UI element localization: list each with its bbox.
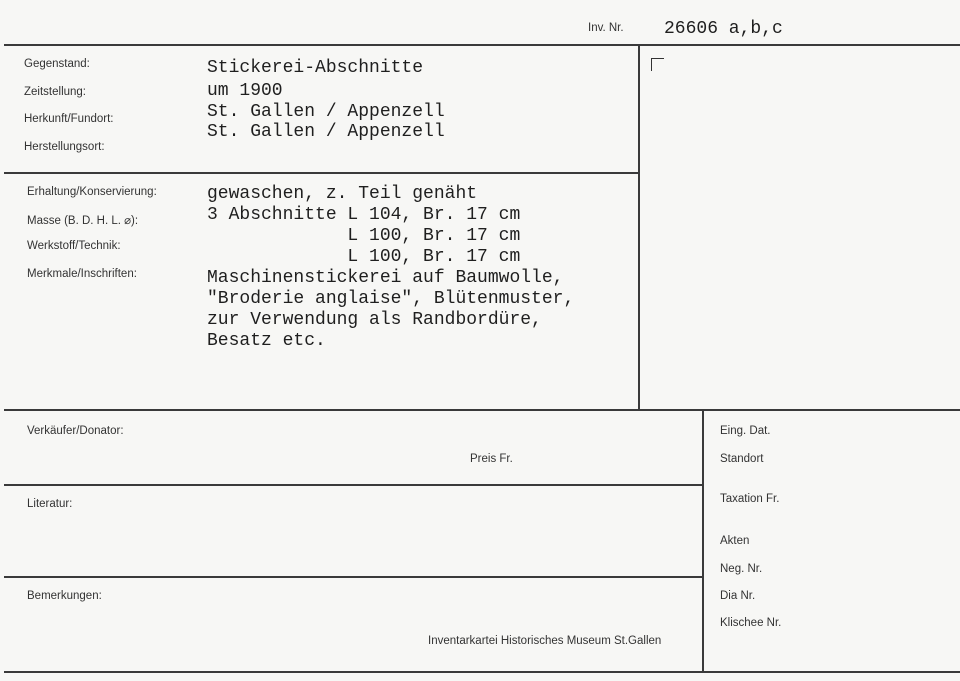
label-zeitstellung: Zeitstellung:	[24, 86, 87, 98]
label-masse: Masse (B. D. H. L. ⌀):	[27, 215, 139, 227]
typed-line: Besatz etc.	[207, 331, 326, 351]
rule-bottom	[4, 671, 960, 673]
label-standort: Standort	[720, 453, 764, 465]
rule-mid-left	[4, 172, 638, 174]
label-verkaeufer: Verkäufer/Donator:	[27, 425, 124, 437]
corner-mark	[651, 58, 664, 71]
value-herkunft: St. Gallen / Appenzell	[207, 102, 445, 122]
label-klischee-nr: Klischee Nr.	[720, 617, 782, 629]
inv-nr-label: Inv. Nr.	[588, 22, 624, 34]
label-bemerkungen: Bemerkungen:	[27, 590, 102, 602]
footer-museum: Inventarkartei Historisches Museum St.Gallen	[428, 635, 662, 647]
label-akten: Akten	[720, 535, 750, 547]
rule-bemerkungen	[4, 576, 702, 578]
label-literatur: Literatur:	[27, 498, 73, 510]
typed-line: "Broderie anglaise", Blütenmuster,	[207, 289, 575, 309]
rule-top	[4, 44, 960, 46]
typed-line: L 100, Br. 17 cm	[207, 247, 521, 267]
typed-line: 3 Abschnitte L 104, Br. 17 cm	[207, 205, 521, 225]
label-gegenstand: Gegenstand:	[24, 58, 90, 70]
label-preis: Preis Fr.	[470, 453, 513, 465]
label-erhaltung: Erhaltung/Konservierung:	[27, 186, 157, 198]
label-merkmale: Merkmale/Inschriften:	[27, 268, 137, 280]
rule-main	[4, 409, 960, 411]
rule-literatur	[4, 484, 702, 486]
label-werkstoff: Werkstoff/Technik:	[27, 240, 121, 252]
rule-vertical-upper	[638, 44, 640, 410]
label-dia-nr: Dia Nr.	[720, 590, 756, 602]
label-eing-dat: Eing. Dat.	[720, 425, 771, 437]
typed-line: gewaschen, z. Teil genäht	[207, 184, 478, 204]
typed-line: zur Verwendung als Randbordüre,	[207, 310, 542, 330]
rule-vertical-lower	[702, 409, 704, 672]
typed-line: Maschinenstickerei auf Baumwolle,	[207, 268, 564, 288]
inv-nr-value: 26606 a,b,c	[664, 19, 783, 39]
value-herstellungsort: St. Gallen / Appenzell	[207, 122, 445, 142]
label-neg-nr: Neg. Nr.	[720, 563, 763, 575]
value-gegenstand: Stickerei-Abschnitte	[207, 58, 424, 78]
label-taxation: Taxation Fr.	[720, 493, 780, 505]
typed-line: L 100, Br. 17 cm	[207, 226, 521, 246]
label-herstellungsort: Herstellungsort:	[24, 141, 105, 153]
label-herkunft: Herkunft/Fundort:	[24, 113, 114, 125]
value-zeitstellung: um 1900	[207, 81, 283, 101]
